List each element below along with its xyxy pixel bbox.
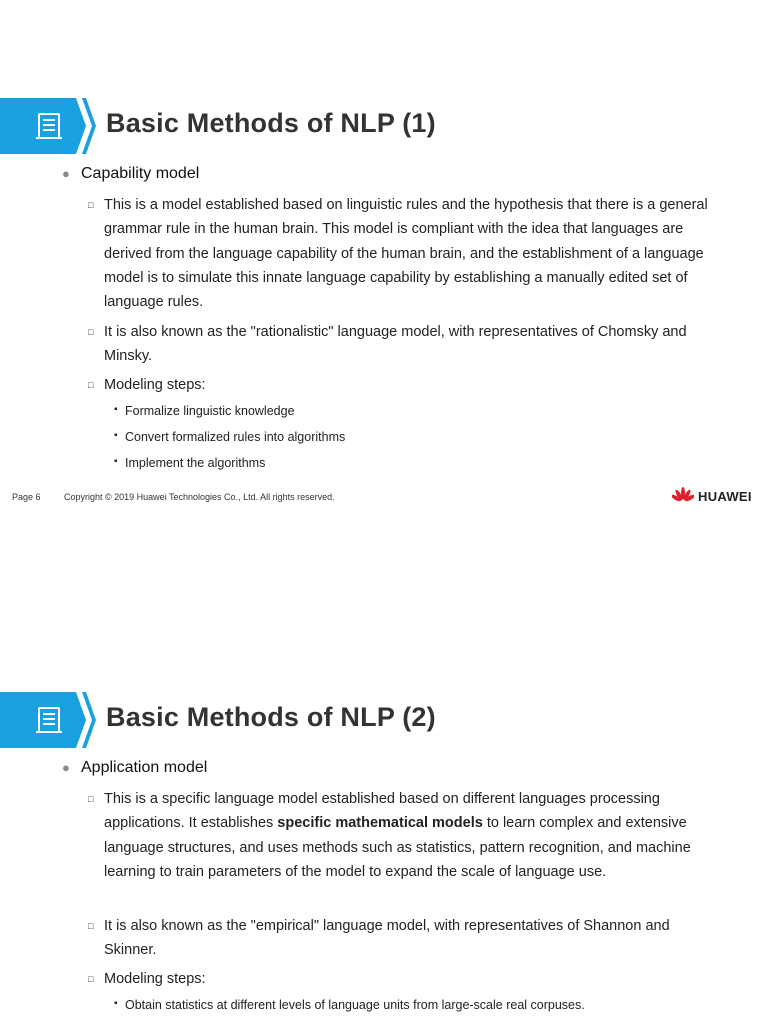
list-item: □ Modeling steps: (88, 377, 206, 393)
huawei-logo: HUAWEI (672, 487, 752, 505)
slide-2: Basic Methods of NLP (2) ● Application model □ This is a specific language model established based on different languages processing applications. It establishes specific mathematical models to learn complex and extensive language structures, and uses methods such as statistics, pattern recognition, and machine learning to train parameters of the model to expand the scale of language use. □ It is also known as the "empirical" language model, with representatives of Shannon and Skinner. □ Modeling steps: ▪ Obtain statistics at different levels of language units from large-scale real corpuses. (0, 594, 768, 1024)
list-item: □ It is also known as the "rationalistic" language model, with representatives of Chomsky and Minsky. (88, 324, 687, 365)
huawei-flower-icon (672, 487, 694, 505)
list-item: □ This is a specific language model established based on different languages processing applications. It establishes specific mathematical models to learn complex and extensive language structures, and uses methods such as statistics, pattern recognition, and machine learning to train parameters of the model to expand the scale of language use. (88, 791, 691, 880)
list-item: □ This is a model established based on linguistic rules and the hypothesis that there is a general grammar rule in the human brain. This model is compliant with the idea that languages are derived from the language capability of the human brain, and the establishment of a language model is to simulate this innate language capability by establishing a manually edited set of language rules. (88, 197, 708, 311)
page-title: Basic Methods of NLP (1) (106, 108, 436, 138)
slide-1: Basic Methods of NLP (1) ● Capability model □ This is a model established based on linguistic rules and the hypothesis that there is a general grammar rule in the human brain. This model is compliant with the idea that languages are derived from the language capability of the human brain, and the establishment of a language model is to simulate this innate language capability by establishing a manually edited set of language rules. □ It is also known as the "rationalistic" language model, with representatives of Chomsky and Minsky. □ Modeling steps: ▪ Formalize linguistic knowledge ▪ Convert formalized rules into algorithms ▪ Implement the algorithms Page 6 Copyright © 2019 Huawei Technologies Co., Ltd. All rights reserved. HUAWEI (0, 0, 768, 540)
list-item: □ It is also known as the "empirical" language model, with representatives of Shannon and Skinner. (88, 918, 670, 959)
emphasis-text: specific mathematical models (277, 815, 483, 832)
step-item: ▪ Implement the algorithms (114, 456, 266, 470)
list-item: □ Modeling steps: (88, 971, 206, 987)
title-banner (0, 692, 96, 748)
step-item: ▪ Obtain statistics at different levels of language units from large-scale real corpuses. (114, 998, 585, 1012)
step-item: ▪ Convert formalized rules into algorithms (114, 430, 346, 444)
page-number: Page 6 (12, 492, 41, 502)
step-item: ▪ Formalize linguistic knowledge (114, 404, 295, 418)
footer (0, 488, 768, 512)
copyright-text: Copyright © 2019 Huawei Technologies Co., Ltd. All rights reserved. (64, 492, 335, 502)
page-title: Basic Methods of NLP (2) (106, 702, 436, 732)
title-banner (0, 98, 96, 154)
